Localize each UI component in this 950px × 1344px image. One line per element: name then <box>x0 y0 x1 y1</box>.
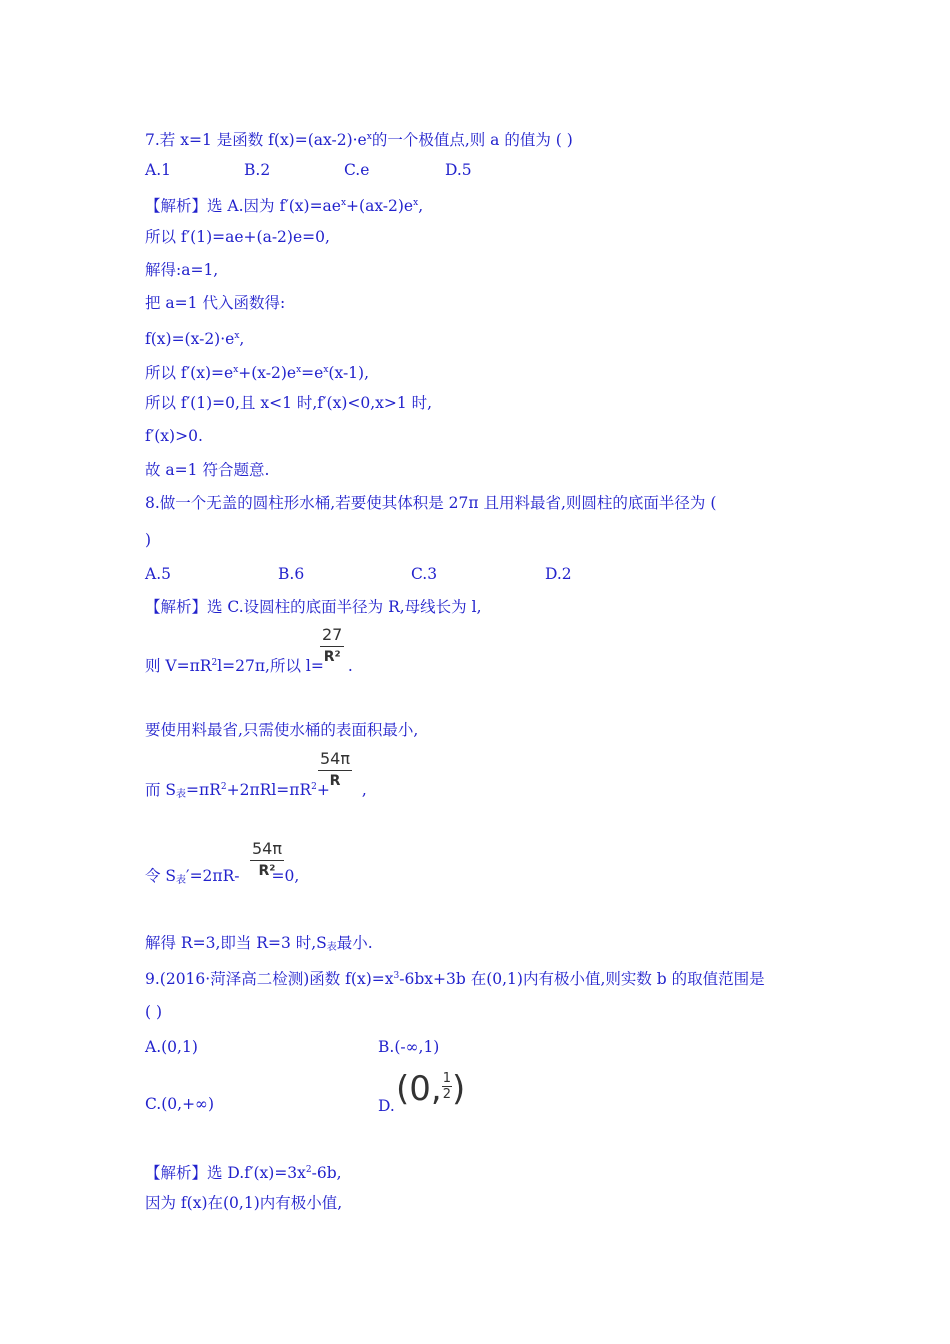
q8-option-b: B.6 <box>278 565 305 583</box>
q7-solution-line-5: $f(x)=(x-2)\cdot e^x$, <box>145 330 245 348</box>
fraction-54pi-over-r-squared: $\frac{54\pi}{\text{R²}}$ <box>252 839 282 879</box>
q7-option-d: D.5 <box>445 161 472 179</box>
q8-option-a: A.5 <box>145 565 171 583</box>
q7-option-b: B.2 <box>244 161 271 179</box>
q8-solution-line-3: 要使用料最省,只需使水桶的表面积最小, <box>145 721 419 739</box>
q8-option-c: C.3 <box>411 565 438 583</box>
q7-solution-line-2: 所以 f′(1)=ae+(a-2)e=0, <box>145 228 330 246</box>
q7-option-c: C.e <box>344 161 370 179</box>
q7-solution-line-4: 把 a=1 代入函数得: <box>145 294 286 312</box>
q9-option-d-interval: (0, $\frac{1}{2}$ ) <box>396 1069 466 1109</box>
q8-solution-line-1: 【解析】选 C.设圆柱的底面半径为 R,母线长为 l, <box>145 598 482 616</box>
q8-stem-line-1: 8.做一个无盖的圆柱形水桶,若要使其体积是 27π 且用料最省,则圆柱的底面半径为 ( <box>145 494 717 512</box>
q7-solution-line-1: 【解析】选 A.因为 $f'(x)=ae^x+(ax-2)e^x$, <box>145 197 424 215</box>
q9-option-b: B.(-∞,1) <box>378 1038 440 1056</box>
fraction-54pi-over-r: $\frac{54\pi}{R}$ <box>320 749 350 789</box>
q8-solution-line-2: 则 $V=\pi R^2l=27\pi$,所以 l= . <box>145 657 353 675</box>
q7-solution-line-9: 故 a=1 符合题意. <box>145 461 270 479</box>
q9-option-c: C.(0,+∞) <box>145 1095 215 1113</box>
q8-option-d: D.2 <box>545 565 572 583</box>
q7-solution-line-7: 所以 f′(1)=0,且 x<1 时,f′(x)<0,x>1 时, <box>145 394 433 412</box>
q8-solution-line-4: 而 $S_表=\pi R^2+2\pi Rl=\pi R^2+$ , <box>145 781 367 800</box>
q7-solution-line-3: 解得:a=1, <box>145 261 219 279</box>
q7-option-a: A.1 <box>145 161 171 179</box>
q9-stem-line-1: 9.(2016·菏泽高二检测)函数 $f(x)=x^3-6bx+3b$ 在(0,1)内有极小值,则实数 b 的取值范围是 <box>145 970 765 988</box>
q8-stem-line-2: ) <box>145 531 152 549</box>
q8-solution-line-5: 令 $S_表'=2\pi R- =0$, <box>145 867 300 886</box>
q9-solution-line-1: 【解析】选 $D.f'(x)=3x^2-6b$, <box>145 1164 342 1182</box>
q9-stem-line-2: ( ) <box>145 1003 163 1021</box>
q9-solution-line-2: 因为 f(x)在(0,1)内有极小值, <box>145 1194 343 1212</box>
q7-solution-line-6: 所以 $f'(x)=e^x+(x-2)e^x=e^x(x-1)$, <box>145 364 370 382</box>
q8-solution-line-6: 解得 R=3,即当 R=3 时$,S_表$最小. <box>145 934 373 953</box>
fraction-27-over-r-squared: $\frac{27}{\text{R²}}$ <box>322 625 343 665</box>
q7-solution-line-8: f′(x)>0. <box>145 427 203 445</box>
q9-option-a: A.(0,1) <box>145 1038 198 1056</box>
q9-option-d: D. <box>378 1097 395 1115</box>
q7-stem: 7.若 x=1 是函数 $f(x)=(ax-2)\cdot e^x$的一个极值点,则 a 的值为 ( ) <box>145 131 573 149</box>
